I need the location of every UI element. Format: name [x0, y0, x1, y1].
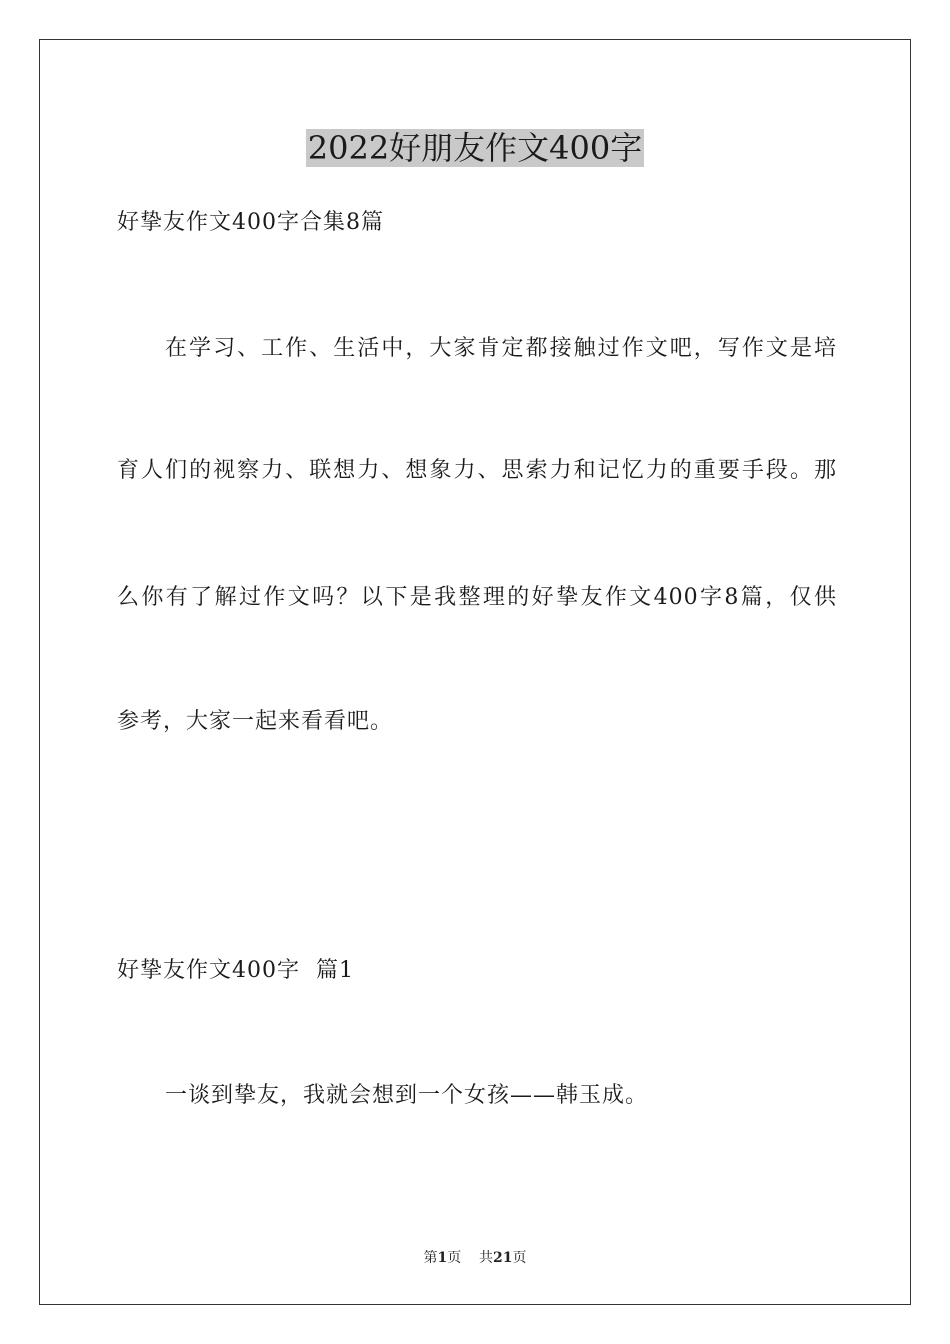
- section-heading: 好挚友作文400字 篇1: [117, 958, 354, 983]
- document-subtitle: 好挚友作文400字合集8篇: [117, 210, 384, 235]
- footer-page-number: 1: [437, 1250, 448, 1266]
- footer-total-suffix: 页: [512, 1250, 527, 1266]
- intro-line-2: 育人们的视察力、联想力、想象力、思索力和记忆力的重要手段。那: [117, 458, 837, 483]
- page-footer: [0, 1248, 950, 1268]
- intro-line-3: 么你有了解过作文吗？以下是我整理的好挚友作文400字8篇，仅供: [117, 585, 837, 610]
- section-first-line: 一谈到挚友，我就会想到一个女孩——韩玉成。: [165, 1083, 649, 1108]
- document-title-text: 2022好朋友作文400字: [307, 129, 643, 167]
- intro-line-4: 参考，大家一起来看看吧。: [117, 709, 394, 734]
- footer-total-pages: 21: [493, 1250, 513, 1266]
- footer-total-prefix: 共: [479, 1250, 494, 1266]
- footer-page-suffix: 页: [447, 1250, 462, 1266]
- footer-page-prefix: 第: [423, 1250, 438, 1266]
- document-title: [0, 126, 950, 170]
- intro-line-1: 在学习、工作、生活中，大家肯定都接触过作文吧，写作文是培: [165, 336, 837, 361]
